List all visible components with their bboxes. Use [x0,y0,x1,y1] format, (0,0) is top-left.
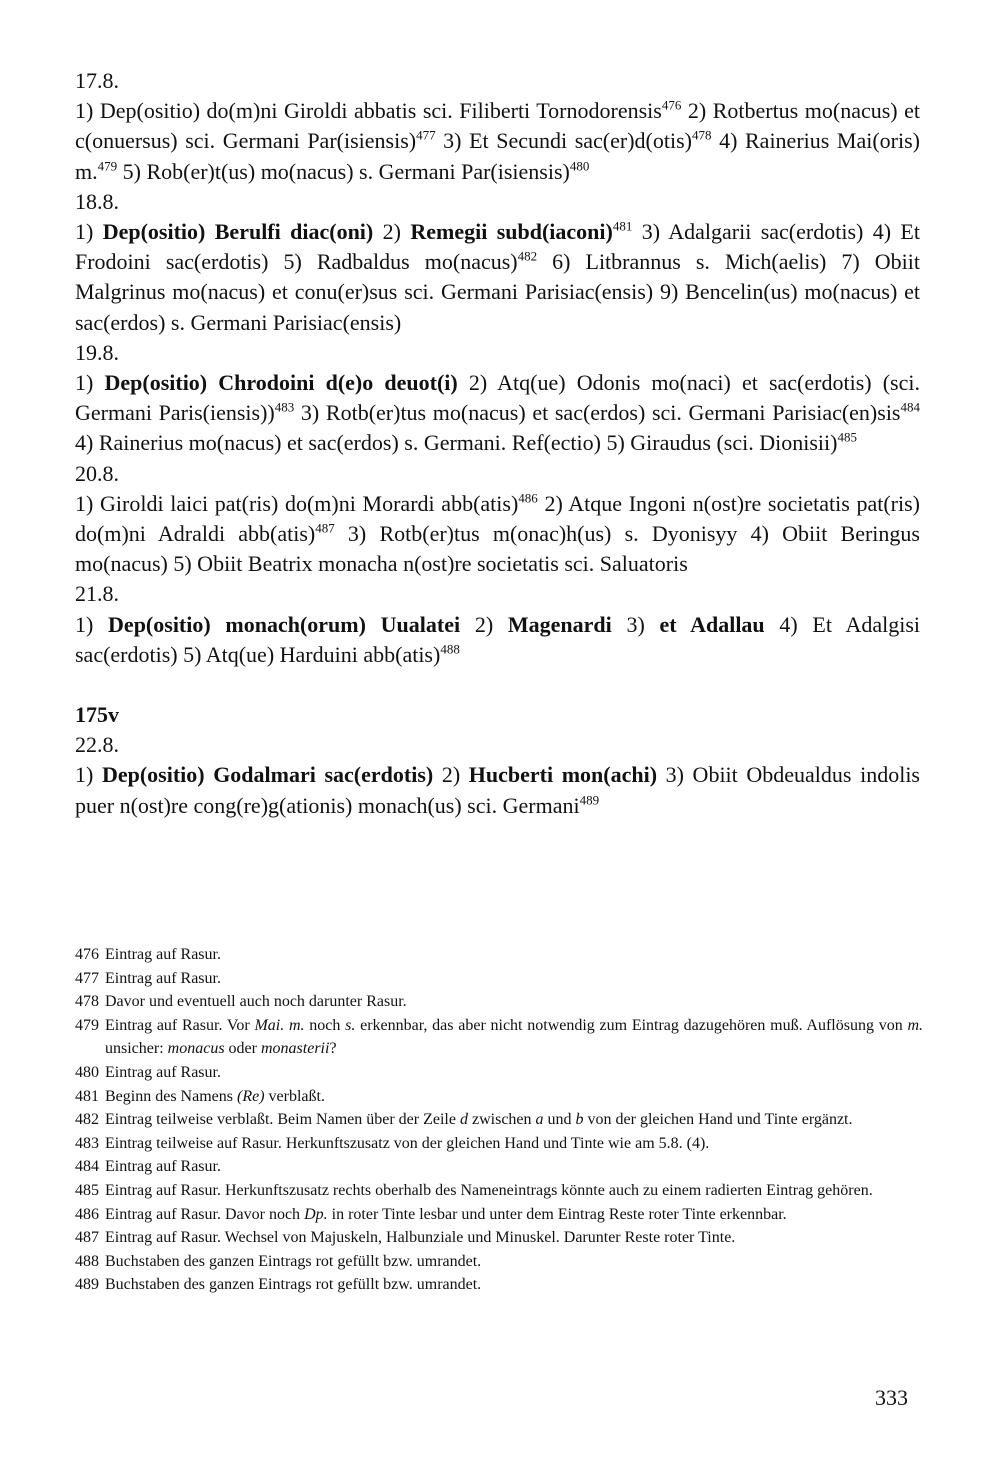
text-run: 3) Et Secundi sac(er)d(otis) [435,128,692,154]
footnote-text [105,1226,923,1250]
page-number: 333 [875,1385,908,1410]
entry-date: 20.8. [75,460,119,486]
text-run: 2) [373,219,411,245]
footnote-ref: 488 [440,641,460,657]
footnote [75,1132,923,1156]
text-run: 1) Dep(ositio) do(m)ni Giroldi abbatis sci. Filiberti Tornodorensis [75,98,662,124]
text-run: zwischen [467,1111,536,1129]
footnote [75,1203,923,1227]
footnote-text [105,1014,923,1061]
entry-date: 17.8. [75,68,119,93]
text-run: ? [329,1040,337,1058]
footnote [75,1250,923,1274]
text-run: erkennbar, das aber nicht notwendig zum Eintrag dazugehören muß. Auflösung von [355,1016,908,1034]
footnote-number: 479 [75,1016,99,1034]
footnote [75,1179,923,1203]
footnote-ref: 483 [274,399,295,415]
footnotes [75,943,923,1297]
footnote-ref: 477 [416,128,436,144]
text-run: noch [304,1016,346,1034]
footnote [75,1014,923,1061]
text-run: Buchstaben des ganzen Eintrags rot gefüllt bzw. umrandet. [105,1276,482,1294]
footnote-number: 481 [75,1087,99,1105]
footnote-ref: 479 [97,158,118,174]
text-run: Davor und eventuell auch noch darunter Rasur. [105,993,407,1011]
text-run: 2) Atque Ingoni n(ost)re societatis pat(ris) do(m)ni Adraldi abb(atis) [75,490,920,547]
text-run: 4) Rainerius mo(nacus) et sac(erdos) s. Germani. Ref(ectio) 5) Giraudus (sci. Dionisii) [75,430,838,456]
entries-after-folio [75,730,920,821]
footnote-ref: 481 [612,218,633,234]
footnote-ref: 482 [517,248,538,264]
text-run: 3) Rotb(er)tus m(onac)h(us) s. Dyonisyy 4) Obiit Beringus mo(nacus) 5) Obiit Beatrix monacha n(ost)re societatis sci. Saluatoris [75,521,920,577]
rubric-text: Magenardi [507,611,612,637]
footnote-ref: 487 [315,520,335,536]
footnote-text [105,1108,923,1132]
text-run: Eintrag teilweise auf Rasur. Herkunftszusatz von der gleichen Hand und Tinte wie am 5.8. (4). [105,1134,710,1152]
footnote [75,1085,923,1109]
footnote-text [105,1203,923,1227]
text-run: 3) Rotb(er)tus mo(nacus) et sac(erdos) sci. Germani Parisiac(en)sis [294,400,901,426]
main-text [75,66,920,821]
text-run: unsicher: [105,1040,168,1058]
footnote-text [105,1155,923,1179]
folio-marker: 175v [75,702,119,728]
footnote [75,967,923,991]
footnote-ref: 480 [569,158,590,174]
italic-text: monacus [167,1040,225,1058]
footnote [75,990,923,1014]
entry-text [75,489,920,580]
text-run: 2) Rotbertus mo(nacus) et c(onuersus) sci. Germani Par(isiensis) [75,98,920,154]
entry-date: 21.8. [75,581,119,607]
text-run: 1) Giroldi laici pat(ris) do(m)ni Morardi abb(atis) [75,490,519,516]
italic-text: monasterii [260,1040,330,1058]
text-run: 3) Obiit Obdeualdus indolis puer n(ost)re cong(re)g(ationis) monach(us) sci. Germani [75,762,920,818]
footnote-ref: 484 [900,399,920,415]
text-run: 4) Rainerius Mai(oris) m. [75,128,921,184]
text-run: oder [224,1040,261,1058]
footnote-text [105,943,923,967]
rubric-text: et Adallau [659,611,765,637]
text-run: und [543,1111,576,1129]
text-run: Eintrag auf Rasur. Wechsel von Majuskeln, Halbunziale und Minuskel. Darunter Reste roter Tinte. [105,1229,736,1247]
entry-text [75,217,920,338]
footnote-number: 486 [75,1205,99,1223]
italic-text: Dp. [304,1205,328,1223]
footnote-ref: 489 [579,792,600,808]
footnote-text [105,1132,923,1156]
text-run: 2) [460,611,508,637]
entries-before-folio [75,66,920,670]
text-run: Buchstaben des ganzen Eintrags rot gefüllt bzw. umrandet. [105,1252,482,1270]
text-run: verblaßt. [264,1087,325,1105]
footnote [75,1226,923,1250]
footnote-number: 483 [75,1134,99,1152]
text-run: 1) [75,219,103,245]
text-run: 3) [611,611,660,637]
entry-date: 18.8. [75,188,119,214]
text-run: von der gleichen Hand und Tinte ergänzt. [583,1111,853,1129]
italic-text: d [459,1111,468,1129]
rubric-text: Dep(ositio) monach(orum) Uualatei [108,611,461,637]
footnote-text [105,1273,923,1297]
text-run: 6) Litbrannus s. Mich(aelis) 7) Obiit Malgrinus mo(nacus) et conu(er)sus sci. Germani Parisiac(ensis) 9) Bencelin(us) mo(nacus) et sac(erdos) s. Germani Parisiac(ensis) [75,249,920,335]
footnote-number: 489 [75,1276,99,1294]
text-run: 1) [75,370,105,396]
italic-text: b [575,1111,584,1129]
entry-text [75,368,920,459]
footnote-number: 485 [75,1181,99,1199]
rubric-text: Dep(ositio) Godalmari sac(erdotis) [101,762,434,788]
footnote-ref: 476 [661,97,682,113]
text-run: Beginn des Namens [105,1087,237,1105]
italic-text: s. [345,1016,356,1034]
text-run: Eintrag auf Rasur. [105,969,221,987]
footnote-text [105,967,923,991]
italic-text: m. [907,1016,924,1034]
footnote [75,1155,923,1179]
footnote-number: 480 [75,1063,99,1081]
text-run: 2) [433,762,469,788]
text-run: in roter Tinte lesbar und unter dem Eintrag Reste roter Tinte erkennbar. [327,1205,787,1223]
footnote [75,1061,923,1085]
text-run: Eintrag auf Rasur. Vor [105,1016,255,1034]
italic-text: Mai. m. [254,1016,305,1034]
footnote-number: 476 [75,946,99,963]
text-run: 1) [75,611,109,637]
text-run: Eintrag auf Rasur. Davor noch [105,1205,305,1223]
footnote-number: 477 [75,969,99,987]
italic-text: (Re) [236,1087,265,1105]
text-run: Eintrag auf Rasur. [105,1158,221,1176]
entry-text [75,760,920,820]
text-run: 3) Adalgarii sac(erdotis) 4) Et Frodoini sac(erdotis) 5) Radbaldus mo(nacus) [75,219,920,275]
footnote-text [105,1085,923,1109]
text-run: 1) [75,762,102,788]
footnote-text [105,1179,923,1203]
entry-date: 22.8. [75,732,119,758]
footnote-text [105,990,923,1014]
footnote-ref: 485 [837,430,857,446]
text-run: Eintrag auf Rasur. [105,1063,221,1081]
rubric-text: Dep(ositio) Berulfi diac(oni) [102,219,374,245]
rubric-text: Remegii subd(iaconi) [410,219,613,245]
text-run: 4) Et Adalgisi sac(erdotis) 5) Atq(ue) Harduini abb(atis) [75,611,921,667]
entry-date: 19.8. [75,339,119,365]
rubric-text: Hucberti mon(achi) [468,762,658,788]
footnote-ref: 478 [692,128,712,144]
footnote-text [105,1250,923,1274]
text-run: 2) Atq(ue) Odonis mo(naci) et sac(erdotis) (sci. Germani Paris(iensis)) [75,370,920,426]
italic-text: a [535,1111,544,1129]
footnote [75,1273,923,1297]
footnote [75,1108,923,1132]
footnote [75,943,923,967]
entry-text [75,610,920,670]
text-run: Eintrag auf Rasur. [105,946,221,963]
footnote-number: 487 [75,1229,99,1247]
footnote-number: 484 [75,1158,99,1176]
footnote-ref: 486 [518,490,538,506]
footnote-number: 478 [75,993,99,1011]
text-run: Eintrag teilweise verblaßt. Beim Namen über der Zeile [105,1111,460,1129]
footnote-number: 482 [75,1111,99,1129]
footnote-text [105,1061,923,1085]
text-run: 5) Rob(er)t(us) mo(nacus) s. Germani Par(isiensis) [117,158,570,184]
entry-text [75,96,920,187]
text-run: Eintrag auf Rasur. Herkunftszusatz rechts oberhalb des Nameneintrags könnte auch zu einem radierten Eintrag gehören. [105,1181,873,1199]
rubric-text: Dep(ositio) Chrodoini d(e)o deuot(i) [104,370,458,396]
footnote-number: 488 [75,1252,99,1270]
